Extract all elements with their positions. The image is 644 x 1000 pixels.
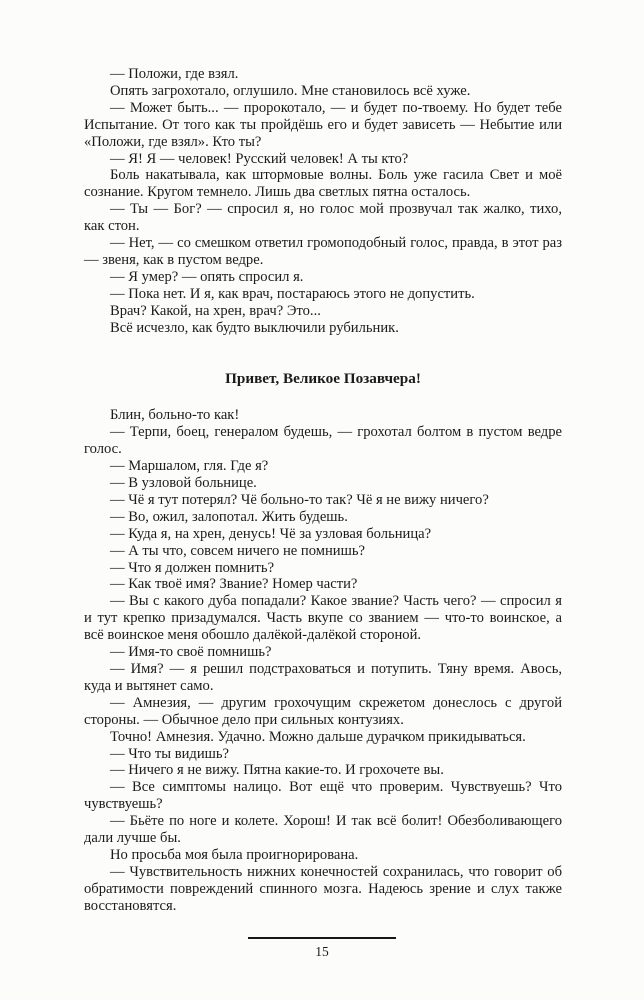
paragraph: — Я! Я — человек! Русский человек! А ты кто? <box>110 150 409 167</box>
paragraph: — Во, ожил, залопотал. Жить будешь. <box>110 508 348 525</box>
paragraph: Боль накатывала, как штормовые волны. Боль уже гасила Свет и моё сознание. Кругом темнело. Лишь два светлых пятна осталось. <box>84 167 562 201</box>
paragraph: Точно! Амнезия. Удачно. Можно дальше дурачком прикидываться. <box>110 728 526 745</box>
paragraph: — Может быть... — пророкотало, — и будет по-твоему. Но будет тебе Испытание. От того как ты пройдёшь его и будет зависеть — Небытие или «Положи, где взял». Кто ты? <box>84 99 562 150</box>
paragraph: — Положи, где взял. <box>110 66 239 82</box>
paragraph: — Маршалом, гля. Где я? <box>110 458 269 475</box>
text-body <box>84 66 562 915</box>
section-heading: Привет, Великое Позавчера! <box>225 369 421 387</box>
paragraph: Всё исчезло, как будто выключили рубильник. <box>110 319 399 336</box>
page-number: 15 <box>315 944 329 959</box>
paragraph: — В узловой больнице. <box>110 475 257 492</box>
paragraph: Врач? Какой, на хрен, врач? Это... <box>110 302 321 319</box>
paragraph: — Нет, — со смешком ответил громоподобный голос, правда, в этот раз — звеня, как в пустом ведре. <box>84 235 562 268</box>
paragraph: — Терпи, боец, генералом будешь, — грохотал болтом в пустом ведре голос. <box>84 424 562 458</box>
paragraph: — Ничего я не вижу. Пятна какие-то. И грохочете вы. <box>110 762 444 779</box>
paragraph: — Чувствительность нижних конечностей сохранилась, что говорит об обратимости повреждений спинного мозга. Надеюсь зрение и слух также восстановятся. <box>84 863 562 914</box>
footer-divider <box>248 937 396 939</box>
paragraph: — Что ты видишь? <box>110 745 229 762</box>
paragraph: — Как твоё имя? Звание? Номер части? <box>110 576 358 593</box>
paragraph: — Имя-то своё помнишь? <box>110 644 272 661</box>
page-footer <box>0 937 644 960</box>
paragraph: Но просьба моя была проигнорирована. <box>110 846 359 863</box>
paragraph: — Все симптомы налицо. Вот ещё что проверим. Чувствуешь? Что чувствуешь? <box>84 779 562 813</box>
paragraph: — Чё я тут потерял? Чё больно-то так? Чё я не вижу ничего? <box>110 491 489 508</box>
paragraph: Опять загрохотало, оглушило. Мне становилось всё хуже. <box>110 82 471 99</box>
paragraph: — Амнезия, — другим грохочущим скрежетом донеслось с другой стороны. — Обычное дело при сильных контузиях. <box>84 694 562 728</box>
paragraph: — Я умер? — опять спросил я. <box>110 268 304 285</box>
paragraph: — А ты что, совсем ничего не помнишь? <box>110 542 365 559</box>
paragraph: — Имя? — я решил подстраховаться и потупить. Тяну время. Авось, куда и вытянет само. <box>84 661 562 694</box>
paragraph: Блин, больно-то как! <box>110 407 240 424</box>
paragraph: — Вы с какого дуба попадали? Какое звание? Часть чего? — спросил я и тут крепко призадумался. Часть вкупе со званием — что-то воинское, а всё воинское меня обошло далёкой-далёкой стороной. <box>84 593 562 644</box>
paragraph: — Ты — Бог? — спросил я, но голос мой прозвучал так жалко, тихо, как стон. <box>84 201 562 235</box>
paragraph: — Что я должен помнить? <box>110 559 275 576</box>
paragraph: — Пока нет. И я, как врач, постараюсь этого не допустить. <box>110 285 475 302</box>
paragraph: — Бьёте по ноге и колете. Хорош! И так всё болит! Обезболивающего дали лучше бы. <box>84 813 562 847</box>
paragraph: — Куда я, на хрен, денусь! Чё за узловая больница? <box>110 525 432 542</box>
